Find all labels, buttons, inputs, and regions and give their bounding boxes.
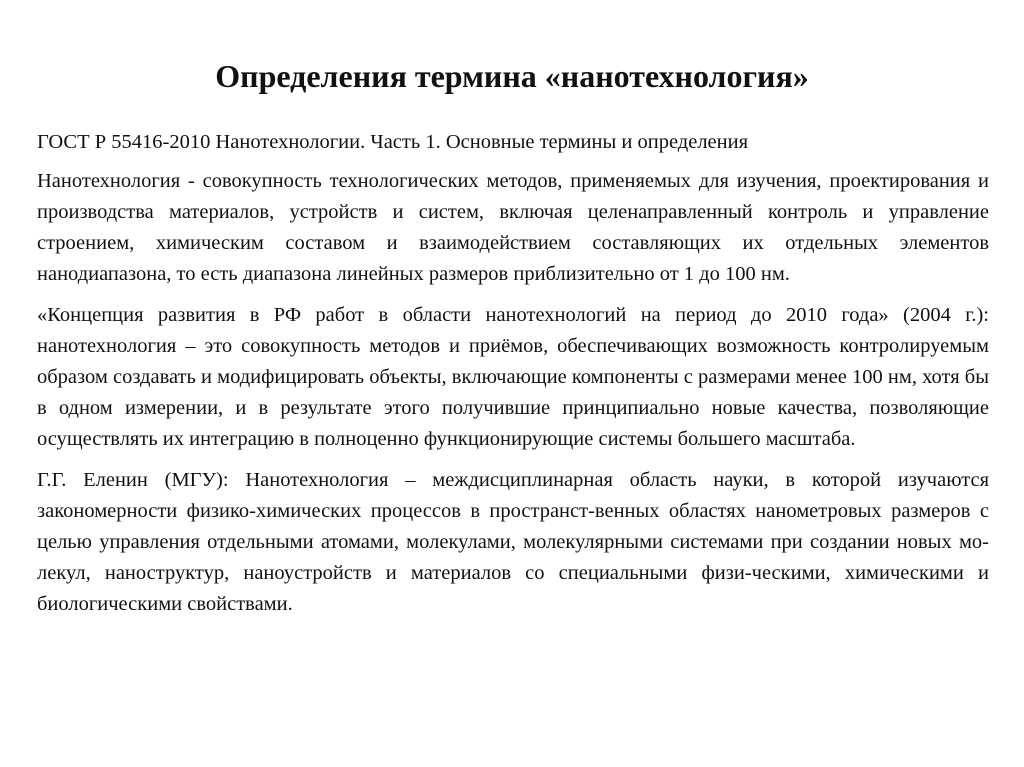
slide-content [37, 127, 989, 630]
slide-title: Определения термина «нанотехнология» [215, 58, 809, 94]
elenin-definition-paragraph: Г.Г. Еленин (МГУ): Нанотехнология – междисциплинарная область науки, в которой изучаются закономерности физико-химических процессов в пространст-венных областях нанометровых размеров с целью управления отдельными атомами, молекулами, молекулярными системами при создании новых мо-лекул, наноструктур, наноустройств и материалов со специальными физи-ческими, химическими и биологическими свойствами. [37, 469, 989, 615]
gost-definition-paragraph: Нанотехнология - совокупность технологических методов, применяемых для изучения, проектирования и производства материалов, устройств и систем, включая целенаправленный контроль и управление строением, химическим составом и взаимодействием составляющих их отдельных элементов нанодиапазона, то есть диапазона линейных размеров приблизительно от 1 до 100 нм. [37, 170, 989, 285]
gost-reference-paragraph: ГОСТ Р 55416-2010 Нанотехнологии. Часть 1. Основные термины и определения [37, 131, 749, 153]
concept-definition-paragraph: «Концепция развития в РФ работ в области нанотехнологий на период до 2010 года» (2004 г.): нанотехнология – это совокупность методов и приёмов, обеспечивающих возможность контролируемым образом создавать и модифицировать объекты, включающие компоненты с размерами менее 100 нм, хотя бы в одном измерении, и в результате этого получившие принципиально новые качества, позволяющие осуществлять их интеграцию в полноценно функционирующие системы большего масштаба. [37, 304, 989, 450]
